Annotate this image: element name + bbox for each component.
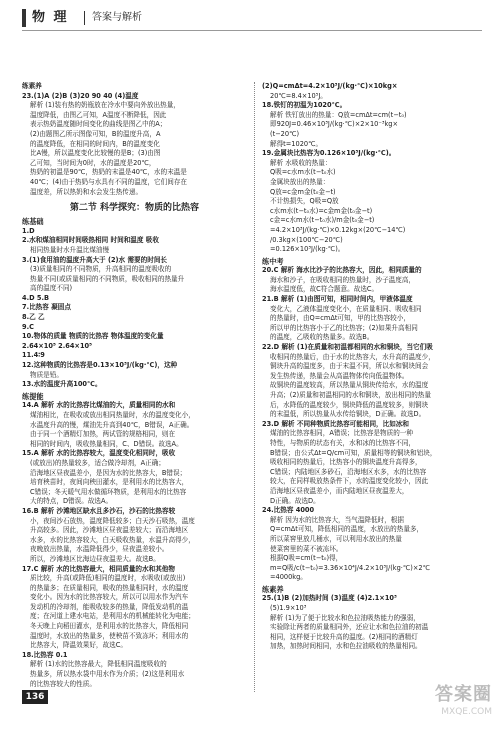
text-line: 热奶的初温是90℃，热奶的末温是40℃，水的末温是 xyxy=(30,168,187,177)
text-line: 解析 铁钉放出的热量：Q放=cmΔt=cm(t−t₀) xyxy=(270,110,407,119)
text-line: 18.比热容 0.1 xyxy=(22,650,68,659)
text-line: 根据Q吸=cm(t−t₀)得， xyxy=(270,554,343,563)
text-line: 的末温低，所以热量从水传给铜块，D正确。故选D。 xyxy=(270,410,426,419)
text-line: 大的特点，D错误。故选A。 xyxy=(30,497,113,506)
text-line: 的温度降低，在相同的时间内，B的温度变化 xyxy=(30,139,160,148)
text-line: 21.B 解析 (1)由图可知，相同时间内，甲液体温度 xyxy=(262,295,413,304)
text-line: 沿海地区昼夜温差小，是因为水的比热容大，B错误； xyxy=(30,468,187,477)
text-line: 23.D 解析 不同种物质比热容可能相同，比如冰和 xyxy=(262,419,410,428)
left-block-b xyxy=(22,227,247,390)
header-bar xyxy=(22,9,26,27)
text-line: 热量不同(或质量相同的不同物质，吸收相同的热量升 xyxy=(30,274,185,283)
text-line: 收相同的热量后，由于水的比热容大，水升高的温度少， xyxy=(270,352,435,361)
text-line: 铜块升高的温度多，由于末温不同，所以水和铜块间会 xyxy=(270,362,429,371)
text-line: =0.126×10³J/(kg·℃)。 xyxy=(270,245,345,254)
text-line: 实验除让两者的质量相同外，还应让水和色拉油的初温 xyxy=(270,623,429,632)
text-line: 水温度升高的慢，煤油先升高到40℃，B错误，A正确。 xyxy=(30,420,194,429)
text-line: 温度差，所以热奶和水会发生热传递。 xyxy=(30,187,143,196)
text-line: 所以甲的比热容小于乙的比热容；(2)如果升高相同 xyxy=(270,323,418,332)
text-line: 加热，加热时间相同，水和色拉油吸收的热量相同。 xyxy=(270,642,422,651)
text-line: 特性，与物质的状态有关，水和冰的比热容不同， xyxy=(270,438,416,447)
text-line: 18.铁钉的初温为1020℃。 xyxy=(262,101,347,110)
text-line: 13.水的温度升高100℃。 xyxy=(22,380,102,389)
text-line: 吸收相同的热量后，比热容小的铜块温度升高得多， xyxy=(270,458,422,467)
text-line: 8.乙 乙 xyxy=(22,313,45,322)
text-line: 19.金属块比热容为0.126×10³J/(kg·℃)。 xyxy=(262,149,396,158)
text-line: (3)质量相同的不同物质，升高相同的温度吸收的 xyxy=(30,265,172,274)
text-line: 即920J=0.46×10³J/(kg·℃)×2×10⁻³kg× xyxy=(270,120,398,129)
text-line: 2.64×10⁵ 2.64×10⁵ xyxy=(22,341,93,350)
text-line: (2)Q=cmΔt=4.2×10³J/(kg·℃)×10kg× xyxy=(262,82,398,90)
text-line: 20℃=8.4×10⁵J。 xyxy=(270,91,327,100)
left-sub-heading-1: 练基础 xyxy=(22,217,44,227)
header-subject: 物 理 xyxy=(32,10,69,25)
text-line: C错误；内陆地区多砂石，沿海地区水多，水的比热容 xyxy=(270,467,427,476)
text-line: C错误；冬天暖气用水做循环物质，是利用水的比热容 xyxy=(30,487,187,496)
text-line: 高的温度不同) xyxy=(30,284,73,293)
text-line: (5)1.9×10³ xyxy=(270,604,307,613)
text-line: 所以，沙滩地区比海边昼夜温差大。故选B。 xyxy=(30,554,160,563)
text-line: 沿海地区昼夜温差小，而内陆地区昼夜温差大， xyxy=(270,486,409,495)
text-line: 9.C xyxy=(22,322,34,331)
text-line: 15.A 解析 水的比热容较大，温度变化相同时，吸收 xyxy=(22,449,176,458)
text-line: 发动机的冷却剂，能吸收较多的热量，降低发动机的温 xyxy=(30,602,189,611)
text-line: 的热量时，由Q=cmΔt可知，甲的比热容较小， xyxy=(270,314,410,323)
text-line: 解析 (1)水的比热容最大，降低相同温度吸收的 xyxy=(30,660,167,669)
text-line: 小，夜间沙石放热，温度降低较多；白天沙石吸热，温度 xyxy=(30,516,195,525)
text-line: (或放出)的热量较多，适合做冷却剂，A正确； xyxy=(30,458,165,467)
text-line: =4000kg。 xyxy=(270,573,307,582)
header-title: 答案与解析 xyxy=(92,12,142,23)
text-line: 比热容大，降温效果好，故选C。 xyxy=(30,641,127,650)
text-line: 3.(1)食用油的温度升高大于 (2)水 需要的时间长 xyxy=(22,255,168,264)
text-line: 后，水降低的温度较少，铜块降低的温度较多，则铜块 xyxy=(270,400,429,409)
text-line: 11.4∶9 xyxy=(22,351,45,360)
text-line: 解得t=1020℃。 xyxy=(270,139,323,148)
watermark-chars: 答案圈 xyxy=(435,684,492,705)
text-line: 培育秧苗时，夜间向秧田灌水，是利用水的比热容大， xyxy=(30,478,189,487)
watermark-url: MXQE.COM xyxy=(441,707,492,717)
text-line: 水多，水的比热容较大，白天吸收热量，水温升高得少， xyxy=(30,535,195,544)
text-line: 22.D 解析 (1)在质量和初温都相同的水和铜块，当它们吸 xyxy=(262,343,433,352)
text-line: (t−20℃) xyxy=(270,129,300,138)
right-sub-heading-2: 练素养 xyxy=(262,584,284,594)
text-line: 升高较多。因此，沙滩地区昼夜温差较大；而沿海地区 xyxy=(30,526,189,535)
text-line: Q=cmΔt可知，降低相同的温度，水放出的热量多， xyxy=(270,525,424,534)
text-line: 的比热容较大的性质。 xyxy=(30,679,96,688)
text-line: 不计热损失，Q吸=Q放 xyxy=(270,197,339,206)
text-line: 24.比热容 4000 xyxy=(262,506,315,515)
text-line: 相同的时间内，吸收热量相同，C、D错误。故选A。 xyxy=(30,439,183,448)
header-rule xyxy=(22,30,482,31)
text-line: 温度降低，由图乙可知，A温度不断降低，因此 xyxy=(30,110,167,119)
text-line: 练素养 xyxy=(22,82,42,90)
left-column xyxy=(22,82,247,689)
text-line: 的温度，乙吸收的热量多。故选B。 xyxy=(270,333,374,342)
text-line: (2)由题图乙所示图像可知，B的温度升高，A xyxy=(30,129,161,138)
text-line: 夜晚放出热量，水温降低得少，昼夜温差较小。 xyxy=(30,545,169,554)
text-line: 变化大，乙液体温度变化小，在质量相同、吸收相同 xyxy=(270,304,422,313)
page-header xyxy=(22,6,482,32)
text-line: 变化小。因为水的比热容较大，所以可以用水作为汽车 xyxy=(30,593,189,602)
text-line: 煤油相比，在吸收或放出相同热量时，水的温度变化小， xyxy=(30,411,195,419)
text-line: 20.C 解析 海水比沙子的比热容大，因此，相同质量的 xyxy=(262,266,422,275)
text-line: 7.比热容 凝固点 xyxy=(22,303,71,312)
text-line: 4.D 5.B xyxy=(22,293,49,302)
section-title: 第二节 科学探究：物质的比热容 xyxy=(69,203,200,214)
text-line: 金属块放出的热量： xyxy=(270,177,330,186)
text-line: 乙可知，当时间为0时，水的温度是20℃， xyxy=(30,158,156,167)
left-block-a xyxy=(22,82,247,197)
text-line: 表示热奶温度随时间变化的曲线是图乙中的A； xyxy=(30,120,167,129)
text-line: 相同，这样便于比较升高的温度。(2)相同的酒精灯 xyxy=(270,632,418,641)
text-line: Q吸=c水m水(t−t₀水) xyxy=(270,168,336,177)
text-line: 使菜窖里的菜不被冻坏。 xyxy=(270,544,343,553)
text-line: /0.3kg×(100℃−20℃) xyxy=(270,235,343,244)
text-line: 温度时，水放出的热量多，使秧苗不致冻坏；利用水的 xyxy=(30,631,189,640)
text-line: 2.水和煤油相同时间吸热相同 时间和温度 吸收 xyxy=(22,236,159,245)
text-line: 度；在河道上建水电站，是利用水的机械能转化为电能； xyxy=(30,612,195,621)
text-line: m=Q吸/c(t−t₀)=3.36×10⁴J/4.2×10³J/(kg·℃)×2℃ xyxy=(270,563,430,572)
text-line: c金=c水m水(t−t₀水)/m金(t₀金−t) xyxy=(270,216,375,225)
text-line: 海水和沙子，在吸收相同的热量时，沙子温度高， xyxy=(270,275,416,284)
text-line: 25.(1)B (2)加热时间 (3)温度 (4)2.1×10³ xyxy=(262,594,397,603)
text-line: 较大，在同样吸放热条件下，水的温度变化较小，因此 xyxy=(270,477,429,486)
text-line: 所以菜窖里放几桶水，可以利用水放出的热量 xyxy=(270,534,402,543)
text-line: 由于同一个酒精灯加热，两试管的规格相同，则在 xyxy=(30,430,176,439)
text-line: 热量多，所以热水袋中用水作为介质；(2)这是利用水 xyxy=(30,670,185,679)
text-line: B错误；由公式Δt=Q/cm可知，质量相等的铜块和铝块， xyxy=(270,448,437,457)
text-line: 解析 水吸收的热量： xyxy=(270,158,332,167)
text-line: 升高；(2)质量和初温相同的水和铜块，放出相同的热量 xyxy=(270,391,431,399)
right-sub-heading-1: 练中考 xyxy=(262,256,284,266)
text-line: 的热量多；在质量相同，吸收的热量相同时，水的温度 xyxy=(30,583,189,592)
text-line: 23.(1)A (2)B (3)20 90 40 (4)温度 xyxy=(22,91,139,100)
text-line: 解析 (1)装有热的奶瓶放在冷水中要向外放出热量， xyxy=(30,101,180,110)
page-number: 136 xyxy=(22,690,48,704)
text-line: 海水温度低，故C符合题意。故选C。 xyxy=(270,285,379,294)
right-block-b xyxy=(262,266,487,583)
header-separator xyxy=(84,11,85,25)
text-line: 16.B 解析 沙滩地区缺水且多沙石，沙石的比热容较 xyxy=(22,506,176,515)
text-line: 17.C 解析 水的比热容最大，相同质量的水和其他物 xyxy=(22,564,175,573)
text-line: 14.A 解析 水的比热容比煤油的大，质量相同的水和 xyxy=(22,401,176,410)
column-divider xyxy=(254,82,255,692)
text-line: D正确。故选D。 xyxy=(270,496,320,505)
text-line: 解析 (1)为了便于比较水和色拉油吸热能力的强弱， xyxy=(270,613,420,622)
text-line: 1.D xyxy=(22,226,35,235)
text-line: 相同热量时水升温比煤油慢 xyxy=(30,245,110,254)
watermark-logo xyxy=(388,684,492,728)
text-line: c水m水(t−t₀水)=c金m金(t₀金−t) xyxy=(270,206,373,215)
text-line: 物质是铅。 xyxy=(30,370,63,379)
text-line: 质比较，升高(或降低)相同的温度时，水吸收(或放出) xyxy=(30,574,186,583)
left-block-c xyxy=(22,401,247,689)
text-line: 冬天晚上向稻田灌水，是利用水的比热容大，降低相同 xyxy=(30,622,189,631)
text-line: 40℃；(4)由于热奶与水具有不同的温度，它们间存在 xyxy=(30,177,188,186)
text-line: =4.2×10³J/(kg·℃)×0.12kg×(20℃−14℃) xyxy=(270,225,406,234)
right-block-c xyxy=(262,594,487,652)
text-line: 比A慢，所以温度变化比较慢的是B；(3)由图 xyxy=(30,149,161,158)
right-block-a xyxy=(262,82,487,255)
text-line: 解析 因为水的比热容大，当气温降低时，根据 xyxy=(270,515,404,524)
right-column xyxy=(262,82,487,652)
text-line: 发生热传递，热量会从高温物体传向低温物体。 xyxy=(270,371,409,380)
text-line: 12.这种物质的比热容是0.13×10³J/(kg·℃)，这种 xyxy=(22,361,178,370)
text-line: 煤油的比热容相同，A错误；比热容是物质的一种 xyxy=(270,429,413,438)
text-line: 10.物体的质量 物质的比热容 物体温度的变化量 xyxy=(22,332,164,341)
text-line: 故铜块的温度较高，所以热量从铜块传给水，水的温度 xyxy=(270,381,429,390)
text-line: Q放=c金m金(t₀金−t) xyxy=(270,187,336,196)
left-sub-heading-2: 练提能 xyxy=(22,391,44,401)
